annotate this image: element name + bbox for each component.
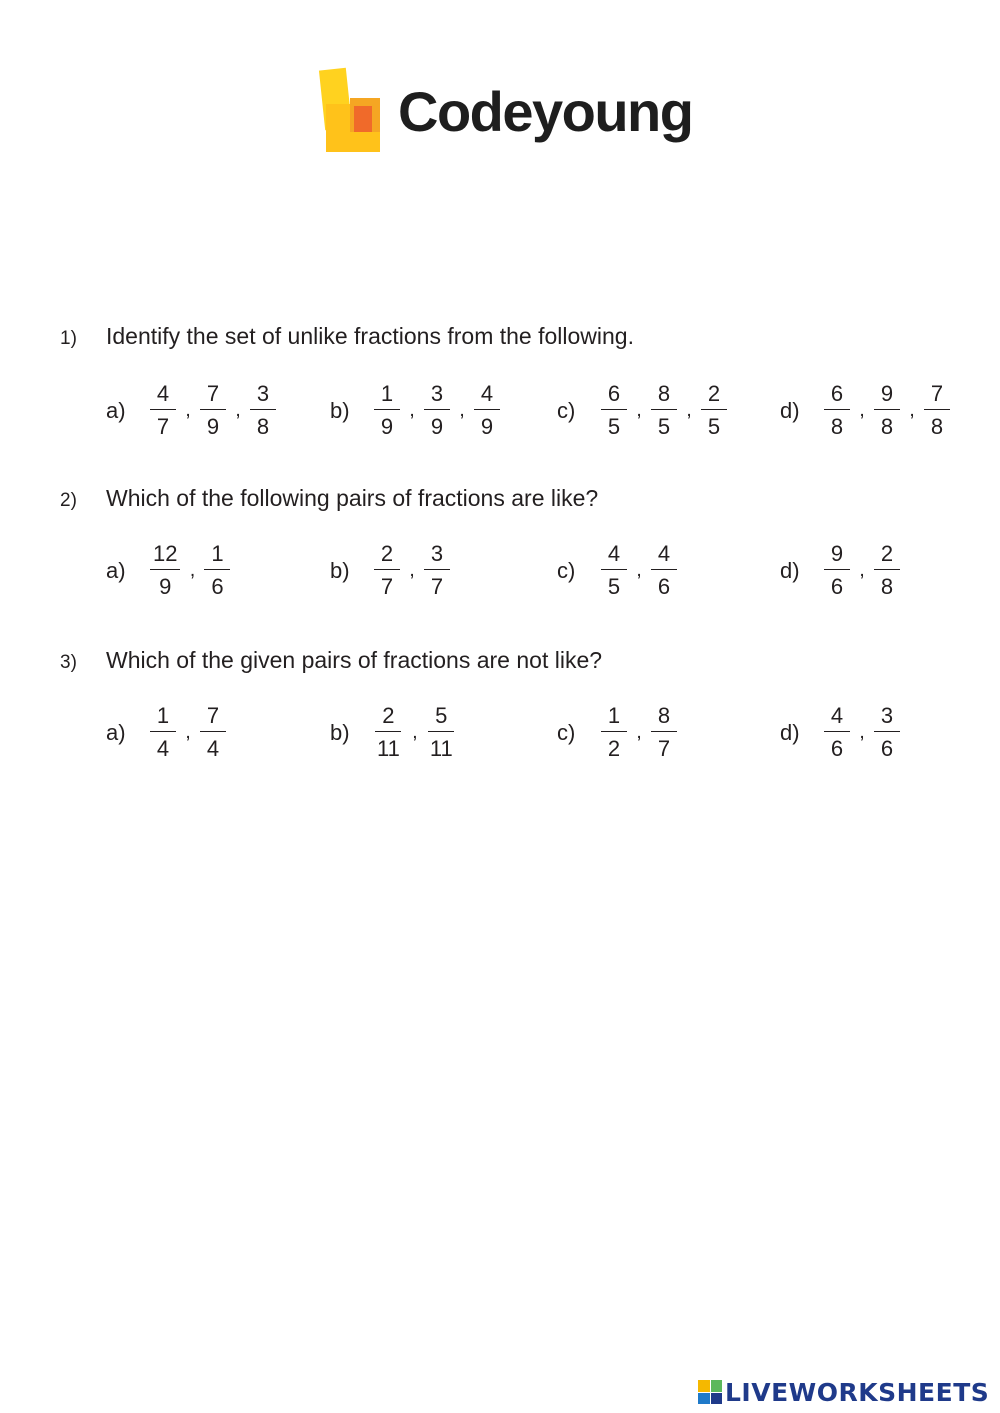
fraction (374, 705, 403, 760)
fraction-denominator: 6 (830, 574, 844, 599)
fraction-denominator: 9 (480, 414, 494, 439)
fraction-numerator: 7 (200, 383, 226, 410)
brand-logo (318, 66, 718, 162)
fraction-separator: , (409, 399, 415, 421)
fraction-separator: , (409, 559, 415, 581)
fraction-denominator: 7 (430, 574, 444, 599)
fraction-separator: , (189, 559, 196, 581)
fraction-numerator: 4 (824, 705, 850, 732)
fraction-numerator: 4 (474, 383, 500, 410)
question-1-option-d[interactable] (780, 383, 950, 438)
fraction (701, 383, 727, 438)
fraction-separator: , (412, 721, 418, 743)
fraction-denominator: 8 (256, 414, 270, 439)
fraction-denominator: 8 (830, 414, 844, 439)
option-label: a) (106, 557, 126, 583)
fraction-denominator: 7 (657, 736, 671, 761)
question-2-option-b[interactable] (330, 543, 450, 598)
fraction (924, 383, 950, 438)
fraction (651, 705, 677, 760)
fraction-numerator: 2 (374, 543, 400, 570)
fraction-denominator: 4 (206, 736, 220, 761)
fraction (874, 543, 900, 598)
fraction-numerator: 8 (651, 705, 677, 732)
fraction (824, 543, 850, 598)
question-3-option-c[interactable] (557, 705, 677, 760)
fraction-denominator: 9 (380, 414, 394, 439)
question-1-option-a[interactable] (106, 383, 276, 438)
fraction-numerator: 1 (374, 383, 400, 410)
fraction-denominator: 11 (377, 736, 400, 761)
fraction (424, 383, 450, 438)
fraction-numerator: 1 (601, 705, 627, 732)
fraction (150, 705, 176, 760)
question-1-number: 1) (60, 328, 77, 349)
fraction (427, 705, 456, 760)
fraction (874, 383, 900, 438)
fraction-numerator: 2 (701, 383, 727, 410)
question-3-option-d[interactable] (780, 705, 900, 760)
fraction-numerator: 7 (200, 705, 226, 732)
fraction-numerator: 5 (428, 705, 454, 732)
question-2-option-a[interactable] (106, 543, 230, 598)
option-label: b) (330, 397, 350, 423)
question-2-text: Which of the following pairs of fractions are like? (106, 485, 599, 511)
fraction (651, 383, 677, 438)
fraction-denominator: 7 (156, 414, 170, 439)
fraction-separator: , (859, 721, 865, 743)
fraction-denominator: 9 (206, 414, 220, 439)
fraction-numerator: 8 (651, 383, 677, 410)
fraction-separator: , (636, 559, 642, 581)
liveworksheets-logo-icon (698, 1380, 722, 1404)
fraction (601, 543, 627, 598)
codeyoung-logo-icon (318, 66, 384, 156)
option-label: c) (557, 557, 576, 583)
fraction-denominator: 5 (607, 574, 621, 599)
question-1-option-c[interactable] (557, 383, 727, 438)
fraction (150, 383, 176, 438)
option-label: d) (780, 397, 800, 423)
fraction (424, 543, 450, 598)
fraction (474, 383, 500, 438)
option-label: b) (330, 719, 350, 745)
fraction (150, 543, 180, 598)
fraction-denominator: 8 (930, 414, 944, 439)
footer-brand (698, 1377, 990, 1407)
fraction-separator: , (636, 399, 642, 421)
question-2-option-c[interactable] (557, 543, 677, 598)
fraction (651, 543, 677, 598)
fraction-denominator: 6 (657, 574, 671, 599)
fraction (204, 543, 230, 598)
fraction-denominator: 9 (159, 574, 172, 599)
fraction (824, 383, 850, 438)
fraction-numerator: 3 (424, 543, 450, 570)
option-label: d) (780, 719, 800, 745)
fraction (824, 705, 850, 760)
fraction-numerator: 6 (601, 383, 627, 410)
fraction-denominator: 8 (880, 574, 894, 599)
fraction-denominator: 7 (380, 574, 394, 599)
fraction (601, 383, 627, 438)
fraction-denominator: 8 (880, 414, 894, 439)
brand-name: Codeyoung (398, 80, 693, 143)
question-3-option-a[interactable] (106, 705, 226, 760)
option-label: b) (330, 557, 350, 583)
fraction-numerator: 4 (651, 543, 677, 570)
question-1-option-b[interactable] (330, 383, 500, 438)
fraction-denominator: 5 (657, 414, 671, 439)
fraction-numerator: 4 (150, 383, 176, 410)
fraction-separator: , (859, 559, 865, 581)
fraction-numerator: 3 (424, 383, 450, 410)
question-3-option-b[interactable] (330, 705, 456, 760)
fraction-numerator: 2 (375, 705, 401, 732)
fraction (200, 705, 226, 760)
fraction-numerator: 2 (874, 543, 900, 570)
option-label: c) (557, 719, 576, 745)
fraction-denominator: 6 (830, 736, 844, 761)
fraction-separator: , (185, 721, 191, 743)
fraction-numerator: 6 (824, 383, 850, 410)
option-label: a) (106, 397, 126, 423)
option-label: a) (106, 719, 126, 745)
question-3-text: Which of the given pairs of fractions are not like? (106, 647, 603, 673)
fraction-separator: , (859, 399, 865, 421)
fraction-numerator: 4 (601, 543, 627, 570)
fraction-numerator: 7 (924, 383, 950, 410)
fraction-denominator: 6 (211, 574, 224, 599)
fraction-separator: , (459, 399, 465, 421)
fraction-separator: , (686, 399, 692, 421)
question-1-text: Identify the set of unlike fractions from the following. (106, 323, 634, 349)
option-label: d) (780, 557, 800, 583)
fraction-separator: , (909, 399, 915, 421)
fraction-denominator: 5 (707, 414, 721, 439)
question-3-number: 3) (60, 652, 77, 673)
fraction-separator: , (185, 399, 191, 421)
question-2-number: 2) (60, 490, 77, 511)
fraction-denominator: 6 (880, 736, 894, 761)
fraction-numerator: 1 (204, 543, 230, 570)
fraction (374, 543, 400, 598)
fraction-denominator: 11 (429, 736, 453, 761)
fraction-numerator: 9 (824, 543, 850, 570)
fraction-denominator: 2 (607, 736, 621, 761)
fraction-separator: , (636, 721, 642, 743)
fraction-denominator: 5 (607, 414, 621, 439)
question-2-option-d[interactable] (780, 543, 900, 598)
option-label: c) (557, 397, 576, 423)
fraction (200, 383, 226, 438)
fraction-denominator: 9 (430, 414, 444, 439)
fraction (874, 705, 900, 760)
fraction-denominator: 4 (156, 736, 170, 761)
footer-text: LIVEWORKSHEETS (725, 1377, 990, 1407)
fraction-numerator: 9 (874, 383, 900, 410)
fraction-numerator: 1 (150, 705, 176, 732)
fraction-numerator: 3 (250, 383, 276, 410)
fraction (601, 705, 627, 760)
fraction (250, 383, 276, 438)
fraction (374, 383, 400, 438)
fraction-numerator: 12 (150, 543, 180, 570)
fraction-separator: , (235, 399, 241, 421)
fraction-numerator: 3 (874, 705, 900, 732)
